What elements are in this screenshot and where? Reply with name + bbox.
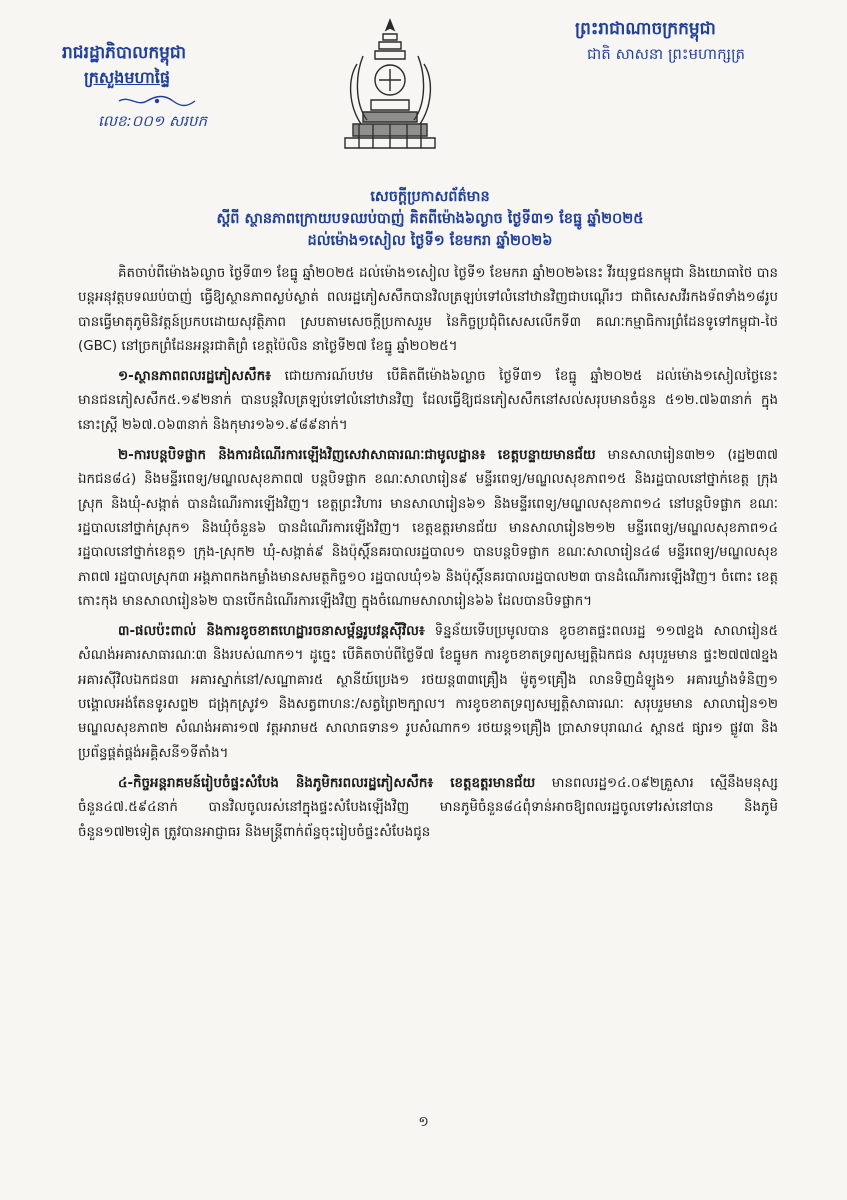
ministry-header	[62, 40, 282, 134]
page-number: ១	[418, 1114, 429, 1130]
body-paragraph	[78, 444, 778, 614]
reference-number: លេខ:០០១ សរបក	[98, 112, 208, 130]
body-paragraph	[78, 365, 778, 438]
kingdom-title: ព្រះរាជាណាចក្រកម្ពុជា	[575, 19, 716, 39]
paragraph-lead: ២-ការបន្តបិទផ្លាក និងការដំណើរការឡើងវិញសេវាសាធារណៈជាមូលដ្ឋាន៖ ខេត្តបន្ទាយមានជ័យ	[118, 448, 596, 464]
paragraph-lead: ៤-កិច្ចអន្តរាគមន៍រៀបចំផ្ទះសំបែង និងភូមិករពលរដ្ឋភៀសសឹក៖ ខេត្តឧត្តរមានជ័យ	[118, 775, 536, 791]
national-motto: ជាតិ សាសនា ព្រះមហាក្សត្រ	[587, 45, 746, 63]
ornament-flourish-icon	[117, 94, 197, 108]
kingdom-header	[575, 16, 815, 66]
paragraph-text: ជោយការណ៍បឋម បើគិតពីម៉ោង៦ល្ងាច ថ្ងៃទី៣១ ខែធ្នូ ឆ្នាំ២០២៥ ដល់ម៉ោង១សៀលថ្ងៃនេះ មានជនភៀសសឹក៥.១៩២នាក់ បានបន្តវិលត្រឡប់ទៅលំនៅឋានវិញ ដែលធ្វើឱ្យជនភៀសសឹកនៅសល់សរុបមានចំនួន ៥១២.៧៦៣នាក់ ក្នុងនោះស្ត្រី ២៦៧.០៦៣នាក់ និងកុមារ១៦១.៩៨៩នាក់។	[78, 369, 778, 433]
document-title	[100, 186, 760, 252]
royal-coat-of-arms-icon	[333, 16, 448, 156]
title-line-2: ស្តីពី ស្ថានភាពក្រោយបទឈប់បាញ់ គិតពីម៉ោង៦ល្ងាច ថ្ងៃទី៣១ ខែធ្នូ ឆ្នាំ២០២៥	[216, 211, 644, 227]
paragraph-text: ទិន្នន័យទើបប្រមូលបាន ខូចខាតផ្ទះពលរដ្ឋ ១១៧ខ្នង សាលារៀន៥ សំណង់អគារសាធារណៈ៣ និងរបស់ណាក១។ ដូច្នេះ បើគិតចាប់ពីថ្ងៃទី៧ ខែធ្នូមក ការខូចខាតទ្រព្យសម្បត្តិឯកជន សរុបរួមមាន ផ្ទះ២៧៧៧ខ្នង អគារស៊ីវិលឯកជន៣ អគារស្នាក់នៅ/សណ្ឋាគារ៥ ស្ថានីយ៍ប្រេង១ រថយន្ត៣៣គ្រឿង ម៉ូតូ១គ្រឿង លានទិញដំឡូង១ អគារឃ្លាំងទំនិញ១ បង្គោលអង់តែនទូរសព្ទ២ ជង្រុកស្រូវ១ និងសត្វពាហនៈ/សត្វព្រៃ២ក្បាល។ ការខូចខាតទ្រព្យសម្បត្តិសាធារណៈ សរុបរួមមាន សាលារៀន១២ មណ្ឌលសុខភាព២ សំណង់អគារ១៧ វត្តអារាម៥ សាលាធទាន១ រូបសំណាក១ រថយន្ត១គ្រឿង ប្រាសាទបុរាណ៤ ស្ពាន៥ ផ្សារ១ ផ្លូវ៣ និងប្រព័ន្ធផ្គត់ផ្គង់អគ្គិសនី១ទីតាំង។	[78, 624, 778, 761]
body-paragraph	[78, 262, 778, 359]
body-paragraph	[78, 772, 778, 845]
title-line-1: សេចក្តីប្រកាសព័ត៌មាន	[370, 189, 490, 205]
paragraph-text: មានពលរដ្ឋ១៤.០៩២គ្រួសារ ស្មើនឹងមនុស្សចំនួន៤៧.៥៩៤នាក់ បានវិលចូលរស់នៅក្នុងផ្ទះសំបែងឡើងវិញ មានភូមិចំនួន៨៤ពុំទាន់អាចឱ្យពលរដ្ឋចូលទៅរស់នៅបាន និងភូមិចំនួន១៧២ទៀត ត្រូវបានអាជ្ញាធរ និងមន្ត្រីពាក់ព័ន្ធចុះរៀបចំផ្ទះសំបែងជូន	[78, 775, 778, 840]
government-title: រាជរដ្ឋាភិបាលកម្ពុជា	[62, 43, 187, 63]
paragraph-text: មានសាលារៀន៣២១ (រដ្ឋ២៣៧ ឯកជន៨៤) និងមន្ទីរពេទ្យ/មណ្ឌលសុខភាព៧ បន្តបិទផ្លាក ខណៈសាលារៀន៩ មន្ទីរពេទ្យ/មណ្ឌលសុខភាព១៥ និងរដ្ឋបាលនៅថ្នាក់ខេត្ត ក្រុង ស្រុក និងឃុំ-សង្កាត់ បានដំណើរការឡើងវិញ។ ខេត្តព្រះវិហារ មានសាលារៀន៦១ និងមន្ទីរពេទ្យ/មណ្ឌលសុខភាព១៤ នៅបន្តបិទផ្លាក ខណៈរដ្ឋបាលនៅថ្នាក់ស្រុក១ និងឃុំចំនួន៦ បានដំណើរការឡើងវិញ។ ខេត្តឧត្តរមានជ័យ មានសាលារៀន២១២ មន្ទីរពេទ្យ/មណ្ឌលសុខភាព១៤ រដ្ឋបាលនៅថ្នាក់ខេត្ត១ ក្រុង-ស្រុក២ ឃុំ-សង្កាត់៩ និងប៉ុស្តិ៍នគរបាលរដ្ឋបាល១ បានបន្តបិទផ្លាក ខណៈសាលារៀន៤៨ មន្ទីរពេទ្យ/មណ្ឌលសុខភាព៧ រដ្ឋបាលស្រុក៣ អង្គភាពកងកម្លាំងមានសមត្ថកិច្ច១០ រដ្ឋបាលឃុំ១៦ និងប៉ុស្តិ៍នគរបាលរដ្ឋបាល២៣ បានដំណើរការឡើងវិញ។ ចំពោះ ខេត្តកោះកុង មានសាលារៀន៦២ បានបើកដំណើរការឡើងវិញ ក្នុងចំណោមសាលារៀន៦៦ ដែលបានបិទផ្លាក។	[78, 448, 778, 609]
body-paragraph	[78, 620, 778, 766]
paragraph-text: គិតចាប់ពីម៉ោង៦ល្ងាច ថ្ងៃទី៣១ ខែធ្នូ ឆ្នាំ២០២៥ ដល់ម៉ោង១សៀល ថ្ងៃទី១ ខែមករា ឆ្នាំ២០២៦នេះ វីរយុទ្ធជនកម្ពុជា និងយោធាថៃ បានបន្តអនុវត្តបទឈប់បាញ់ ធ្វើឱ្យស្ថានភាពស្ងប់ស្ងាត់ ពលរដ្ឋភៀសសឹកបានវិលត្រឡប់ទៅលំនៅឋានវិញជាបណ្តើរៗ ជាពិសេសវីរកងទ័ពទាំង១៨រូប បានធ្វើមាតុភូមិនិវត្តន៍ប្រកបដោយសុវត្ថិភាព ស្របតាមសេចក្តីប្រកាសរួម នៃកិច្ចប្រជុំពិសេសលើកទី៣ គណៈកម្មាធិការព្រំដែនទូទៅកម្ពុជា-ថៃ (GBC) នៅច្រកព្រំដែនអន្តរជាតិព្រំ ខេត្តប៉ៃលិន នាថ្ងៃទី២៧ ខែធ្នូ ឆ្នាំ២០២៥។	[78, 266, 778, 354]
document-body	[78, 262, 778, 851]
ministry-name: ក្រសួងមហាផ្ទៃ	[84, 68, 171, 87]
paragraph-lead: ៣-ផលប៉ះពាល់ និងការខូចខាតហេដ្ឋារចនាសម្ព័ន្ធរូបវន្តស៊ីវិល៖	[118, 624, 425, 640]
title-line-3: ដល់ម៉ោង១សៀល ថ្ងៃទី១ ខែមករា ឆ្នាំ២០២៦	[307, 233, 553, 249]
paragraph-lead: ១-ស្ថានភាពពលរដ្ឋភៀសសឹក៖	[118, 369, 272, 385]
